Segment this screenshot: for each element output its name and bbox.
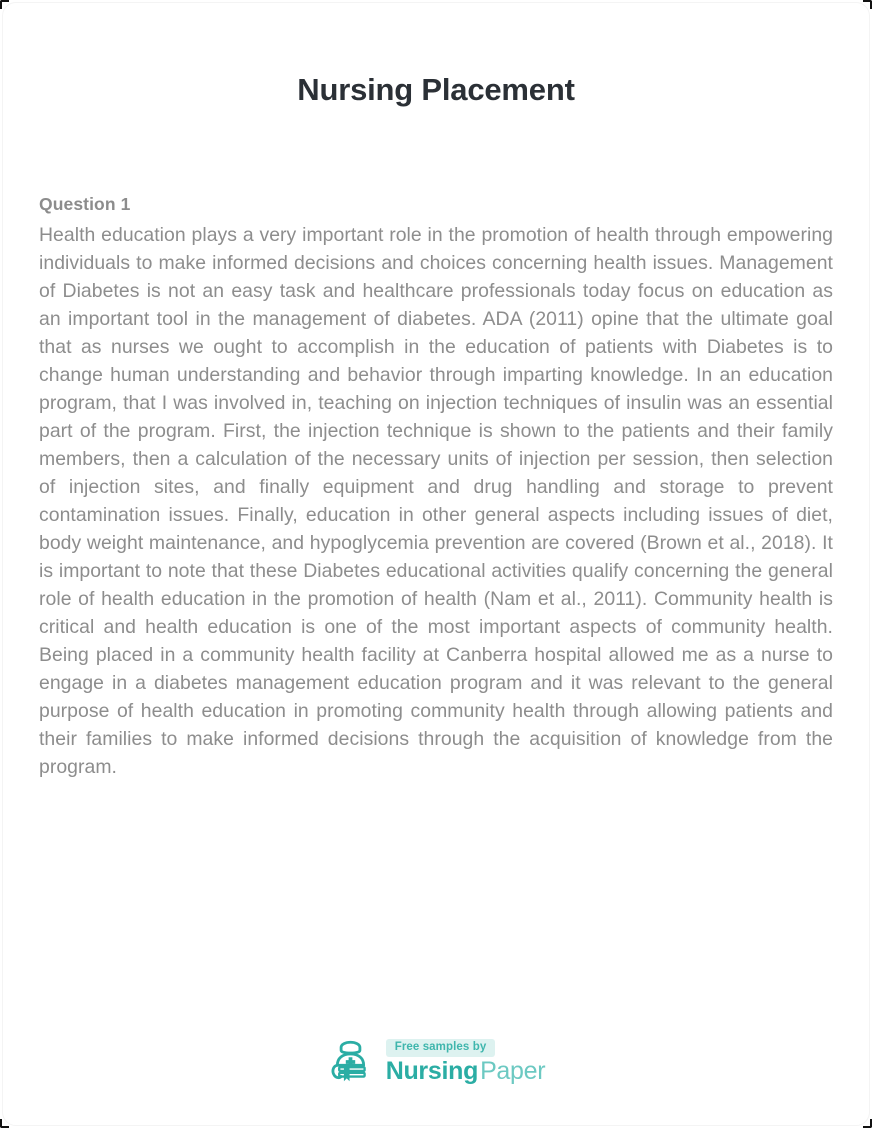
logo-word-nursing: Nursing	[385, 1057, 479, 1086]
free-samples-badge: Free samples by	[386, 1039, 496, 1058]
footer	[0, 1038, 872, 1085]
page-corner-top-right	[863, 0, 872, 9]
page-corner-top-left	[0, 0, 9, 9]
page-corner-bottom-left	[0, 1119, 9, 1128]
page-corner-bottom-right	[863, 1119, 872, 1128]
document-content	[39, 193, 833, 781]
question-body-paragraph: Health education plays a very important role in the promotion of health through empowering individuals to make informed decisions and choices concerning health issues. Management of Diabetes is not an easy task and healthcare professionals today focus on education as an important tool in the management of diabetes. ADA (2011) opine that the ultimate goal that as nurses we ought to accomplish in the education of patients with Diabetes is to change human understanding and behavior through imparting knowledge. In an education program, that I was involved in, teaching on injection techniques of insulin was an essential part of the program. First, the injection technique is shown to the patients and their family members, then a calculation of the necessary units of injection per session, then selection of injection sites, and finally equipment and drug handling and storage to prevent contamination issues. Finally, education in other general aspects including issues of diet, body weight maintenance, and hypoglycemia prevention are covered (Brown et al., 2018). It is important to note that these Diabetes educational activities qualify concerning the general role of health education in the promotion of health (Nam et al., 2011). Community health is critical and health education is one of the most important aspects of community health. Being placed in a community health facility at Canberra hospital allowed me as a nurse to engage in a diabetes management education program and it was relevant to the general purpose of health education in promoting community health through allowing patients and their families to make informed decisions through the acquisition of knowledge from the program.	[39, 223, 833, 778]
page-title: Nursing Placement	[297, 72, 575, 107]
question-heading: Question 1	[39, 194, 131, 214]
logo-word-paper: Paper	[480, 1057, 546, 1086]
logo-wordmark	[386, 1058, 546, 1084]
nursing-paper-logo	[327, 1038, 546, 1085]
logo-text-block	[386, 1039, 546, 1085]
nurse-cap-books-icon	[327, 1038, 374, 1085]
